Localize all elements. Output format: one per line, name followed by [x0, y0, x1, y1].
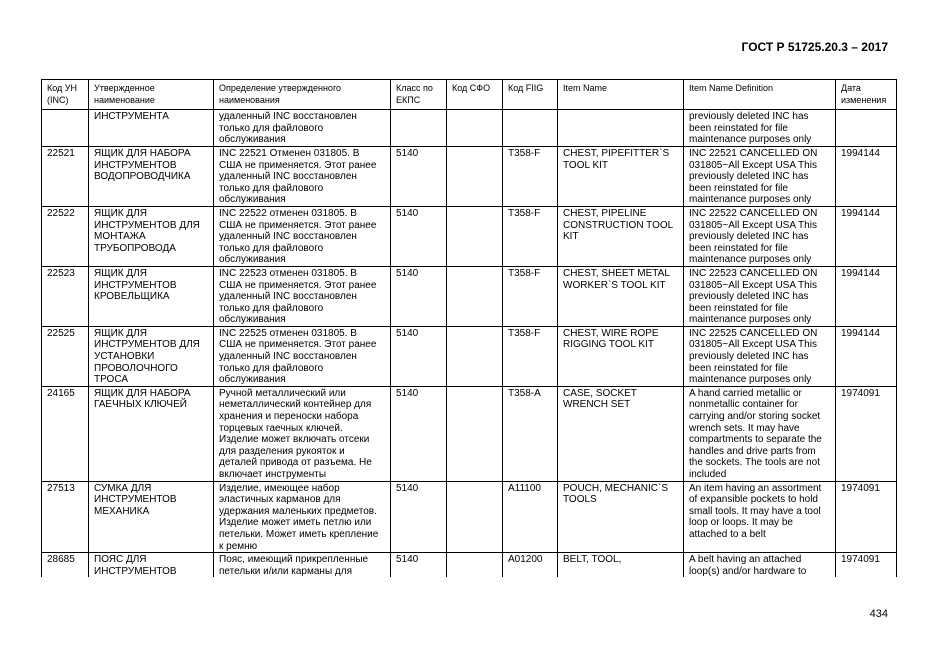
cell-inc-code: 27513 [42, 481, 89, 553]
table-row [42, 553, 897, 578]
cell-class-ekps [391, 110, 447, 147]
document-standard-title: ГОСТ Р 51725.20.3 – 2017 [741, 40, 888, 54]
cell-name-definition: INC 22525 отменен 031805. В США не применяется. Этот ранее удаленный INC восстановлен только для файлового обслуживания [214, 326, 391, 386]
column-header-sfo-code: Код СФО [447, 80, 503, 110]
cell-fiig-code: T358-A [503, 386, 558, 481]
table-row [42, 110, 897, 147]
table-row [42, 326, 897, 386]
cell-change-date [836, 110, 897, 147]
column-header-approved-name: Утвержденное наименование [89, 80, 214, 110]
column-header-inc-code: Код УН (INC) [42, 80, 89, 110]
cell-name-definition: INC 22522 отменен 031805. В США не применяется. Этот ранее удаленный INC восстановлен только для файлового обслуживания [214, 206, 391, 266]
cell-sfo-code [447, 146, 503, 206]
cell-approved-name: ЯЩИК ДЛЯ ИНСТРУМЕНТОВ ДЛЯ УСТАНОВКИ ПРОВОЛОЧНОГО ТРОСА [89, 326, 214, 386]
cell-item-name: CHEST, WIRE ROPE RIGGING TOOL KIT [558, 326, 684, 386]
cell-item-name-definition: INC 22522 CANCELLED ON 031805~All Except USA This previously deleted INC has been reinstated for file maintenance purposes only [684, 206, 836, 266]
cell-fiig-code: A11100 [503, 481, 558, 553]
cell-fiig-code: T358-F [503, 146, 558, 206]
cell-inc-code: 28685 [42, 553, 89, 578]
cell-item-name: POUCH, MECHANIC`S TOOLS [558, 481, 684, 553]
cell-inc-code: 22521 [42, 146, 89, 206]
cell-class-ekps: 5140 [391, 386, 447, 481]
cell-name-definition: удаленный INC восстановлен только для файлового обслуживания [214, 110, 391, 147]
cell-sfo-code [447, 266, 503, 326]
cell-name-definition: INC 22521 Отменен 031805. В США не применяется. Этот ранее удаленный INC восстановлен только для файлового обслуживания [214, 146, 391, 206]
cell-name-definition: INC 22523 отменен 031805. В США не применяется. Этот ранее удаленный INC восстановлен только для файлового обслуживания [214, 266, 391, 326]
column-header-item-name: Item Name [558, 80, 684, 110]
cell-sfo-code [447, 386, 503, 481]
cell-item-name: CHEST, SHEET METAL WORKER`S TOOL KIT [558, 266, 684, 326]
cell-inc-code: 22522 [42, 206, 89, 266]
cell-inc-code: 22523 [42, 266, 89, 326]
cell-item-name-definition: INC 22525 CANCELLED ON 031805~All Except USA This previously deleted INC has been reinstated for file maintenance purposes only [684, 326, 836, 386]
cell-change-date: 1974091 [836, 386, 897, 481]
cell-fiig-code: T358-F [503, 206, 558, 266]
cell-item-name-definition: previously deleted INC has been reinstated for file maintenance purposes only [684, 110, 836, 147]
cell-item-name: CHEST, PIPELINE CONSTRUCTION TOOL KIT [558, 206, 684, 266]
cell-sfo-code [447, 553, 503, 578]
table-row [42, 206, 897, 266]
column-header-name-definition: Определение утвержденного наименования [214, 80, 391, 110]
column-header-item-name-definition: Item Name Definition [684, 80, 836, 110]
cell-approved-name: ЯЩИК ДЛЯ НАБОРА ИНСТРУМЕНТОВ ВОДОПРОВОДЧИКА [89, 146, 214, 206]
cell-fiig-code [503, 110, 558, 147]
table-row [42, 481, 897, 553]
cell-class-ekps: 5140 [391, 206, 447, 266]
cell-name-definition: Ручной металлический или неметаллический контейнер для хранения и переноски набора торцевых гаечных ключей. Изделие может включать отсеки для разделения рукояток и деталей привода от разъема. Не включает инструменты [214, 386, 391, 481]
cell-item-name: BELT, TOOL, [558, 553, 684, 578]
cell-change-date: 1994144 [836, 326, 897, 386]
cell-sfo-code [447, 481, 503, 553]
table-row [42, 266, 897, 326]
cell-change-date: 1994144 [836, 266, 897, 326]
cell-name-definition: Пояс, имеющий прикрепленные петельки и/или карманы для [214, 553, 391, 578]
cell-item-name: CHEST, PIPEFITTER`S TOOL KIT [558, 146, 684, 206]
column-header-fiig-code: Код FIIG [503, 80, 558, 110]
cell-name-definition: Изделие, имеющее набор эластичных карманов для удержания маленьких предметов. Изделие может иметь петлю или петельки. Может иметь крепление к ремню [214, 481, 391, 553]
cell-class-ekps: 5140 [391, 266, 447, 326]
cell-approved-name: СУМКА ДЛЯ ИНСТРУМЕНТОВ МЕХАНИКА [89, 481, 214, 553]
cell-change-date: 1994144 [836, 206, 897, 266]
cell-item-name-definition: An item having an assortment of expansible pockets to hold small tools. It may have a tool loop or loops. It may be attached to a belt [684, 481, 836, 553]
cell-item-name-definition: A belt having an attached loop(s) and/or hardware to [684, 553, 836, 578]
cell-change-date: 1974091 [836, 553, 897, 578]
cell-item-name: CASE, SOCKET WRENCH SET [558, 386, 684, 481]
column-header-change-date: Дата изменения [836, 80, 897, 110]
cell-sfo-code [447, 110, 503, 147]
table-body [42, 110, 897, 578]
cell-fiig-code: T358-F [503, 326, 558, 386]
cell-change-date: 1974091 [836, 481, 897, 553]
cell-approved-name: ЯЩИК ДЛЯ ИНСТРУМЕНТОВ ДЛЯ МОНТАЖА ТРУБОПРОВОДА [89, 206, 214, 266]
cell-fiig-code: T358-F [503, 266, 558, 326]
page-number: 434 [869, 608, 888, 620]
cell-item-name-definition: INC 22523 CANCELLED ON 031805~All Except USA This previously deleted INC has been reinstated for file maintenance purposes only [684, 266, 836, 326]
cell-item-name [558, 110, 684, 147]
cell-class-ekps: 5140 [391, 146, 447, 206]
table-row [42, 146, 897, 206]
cell-fiig-code: A01200 [503, 553, 558, 578]
cell-item-name-definition: A hand carried metallic or nonmetallic container for carrying and/or storing socket wrench sets. It may have compartments to separate the handles and drive parts from the sockets. The tools are not included [684, 386, 836, 481]
cell-approved-name: ИНСТРУМЕНТА [89, 110, 214, 147]
cell-sfo-code [447, 326, 503, 386]
cell-approved-name: ЯЩИК ДЛЯ ИНСТРУМЕНТОВ КРОВЕЛЬЩИКА [89, 266, 214, 326]
cell-approved-name: ПОЯС ДЛЯ ИНСТРУМЕНТОВ [89, 553, 214, 578]
cell-sfo-code [447, 206, 503, 266]
cell-class-ekps: 5140 [391, 481, 447, 553]
cell-change-date: 1994144 [836, 146, 897, 206]
cell-class-ekps: 5140 [391, 326, 447, 386]
cell-inc-code: 22525 [42, 326, 89, 386]
table-header-row [42, 80, 897, 110]
cell-inc-code: 24165 [42, 386, 89, 481]
column-header-class-ekps: Класс по ЕКПС [391, 80, 447, 110]
cell-approved-name: ЯЩИК ДЛЯ НАБОРА ГАЕЧНЫХ КЛЮЧЕЙ [89, 386, 214, 481]
cell-item-name-definition: INC 22521 CANCELLED ON 031805~All Except USA This previously deleted INC has been reinstated for file maintenance purposes only [684, 146, 836, 206]
table-row [42, 386, 897, 481]
cell-class-ekps: 5140 [391, 553, 447, 578]
inc-table [41, 79, 897, 577]
cell-inc-code [42, 110, 89, 147]
